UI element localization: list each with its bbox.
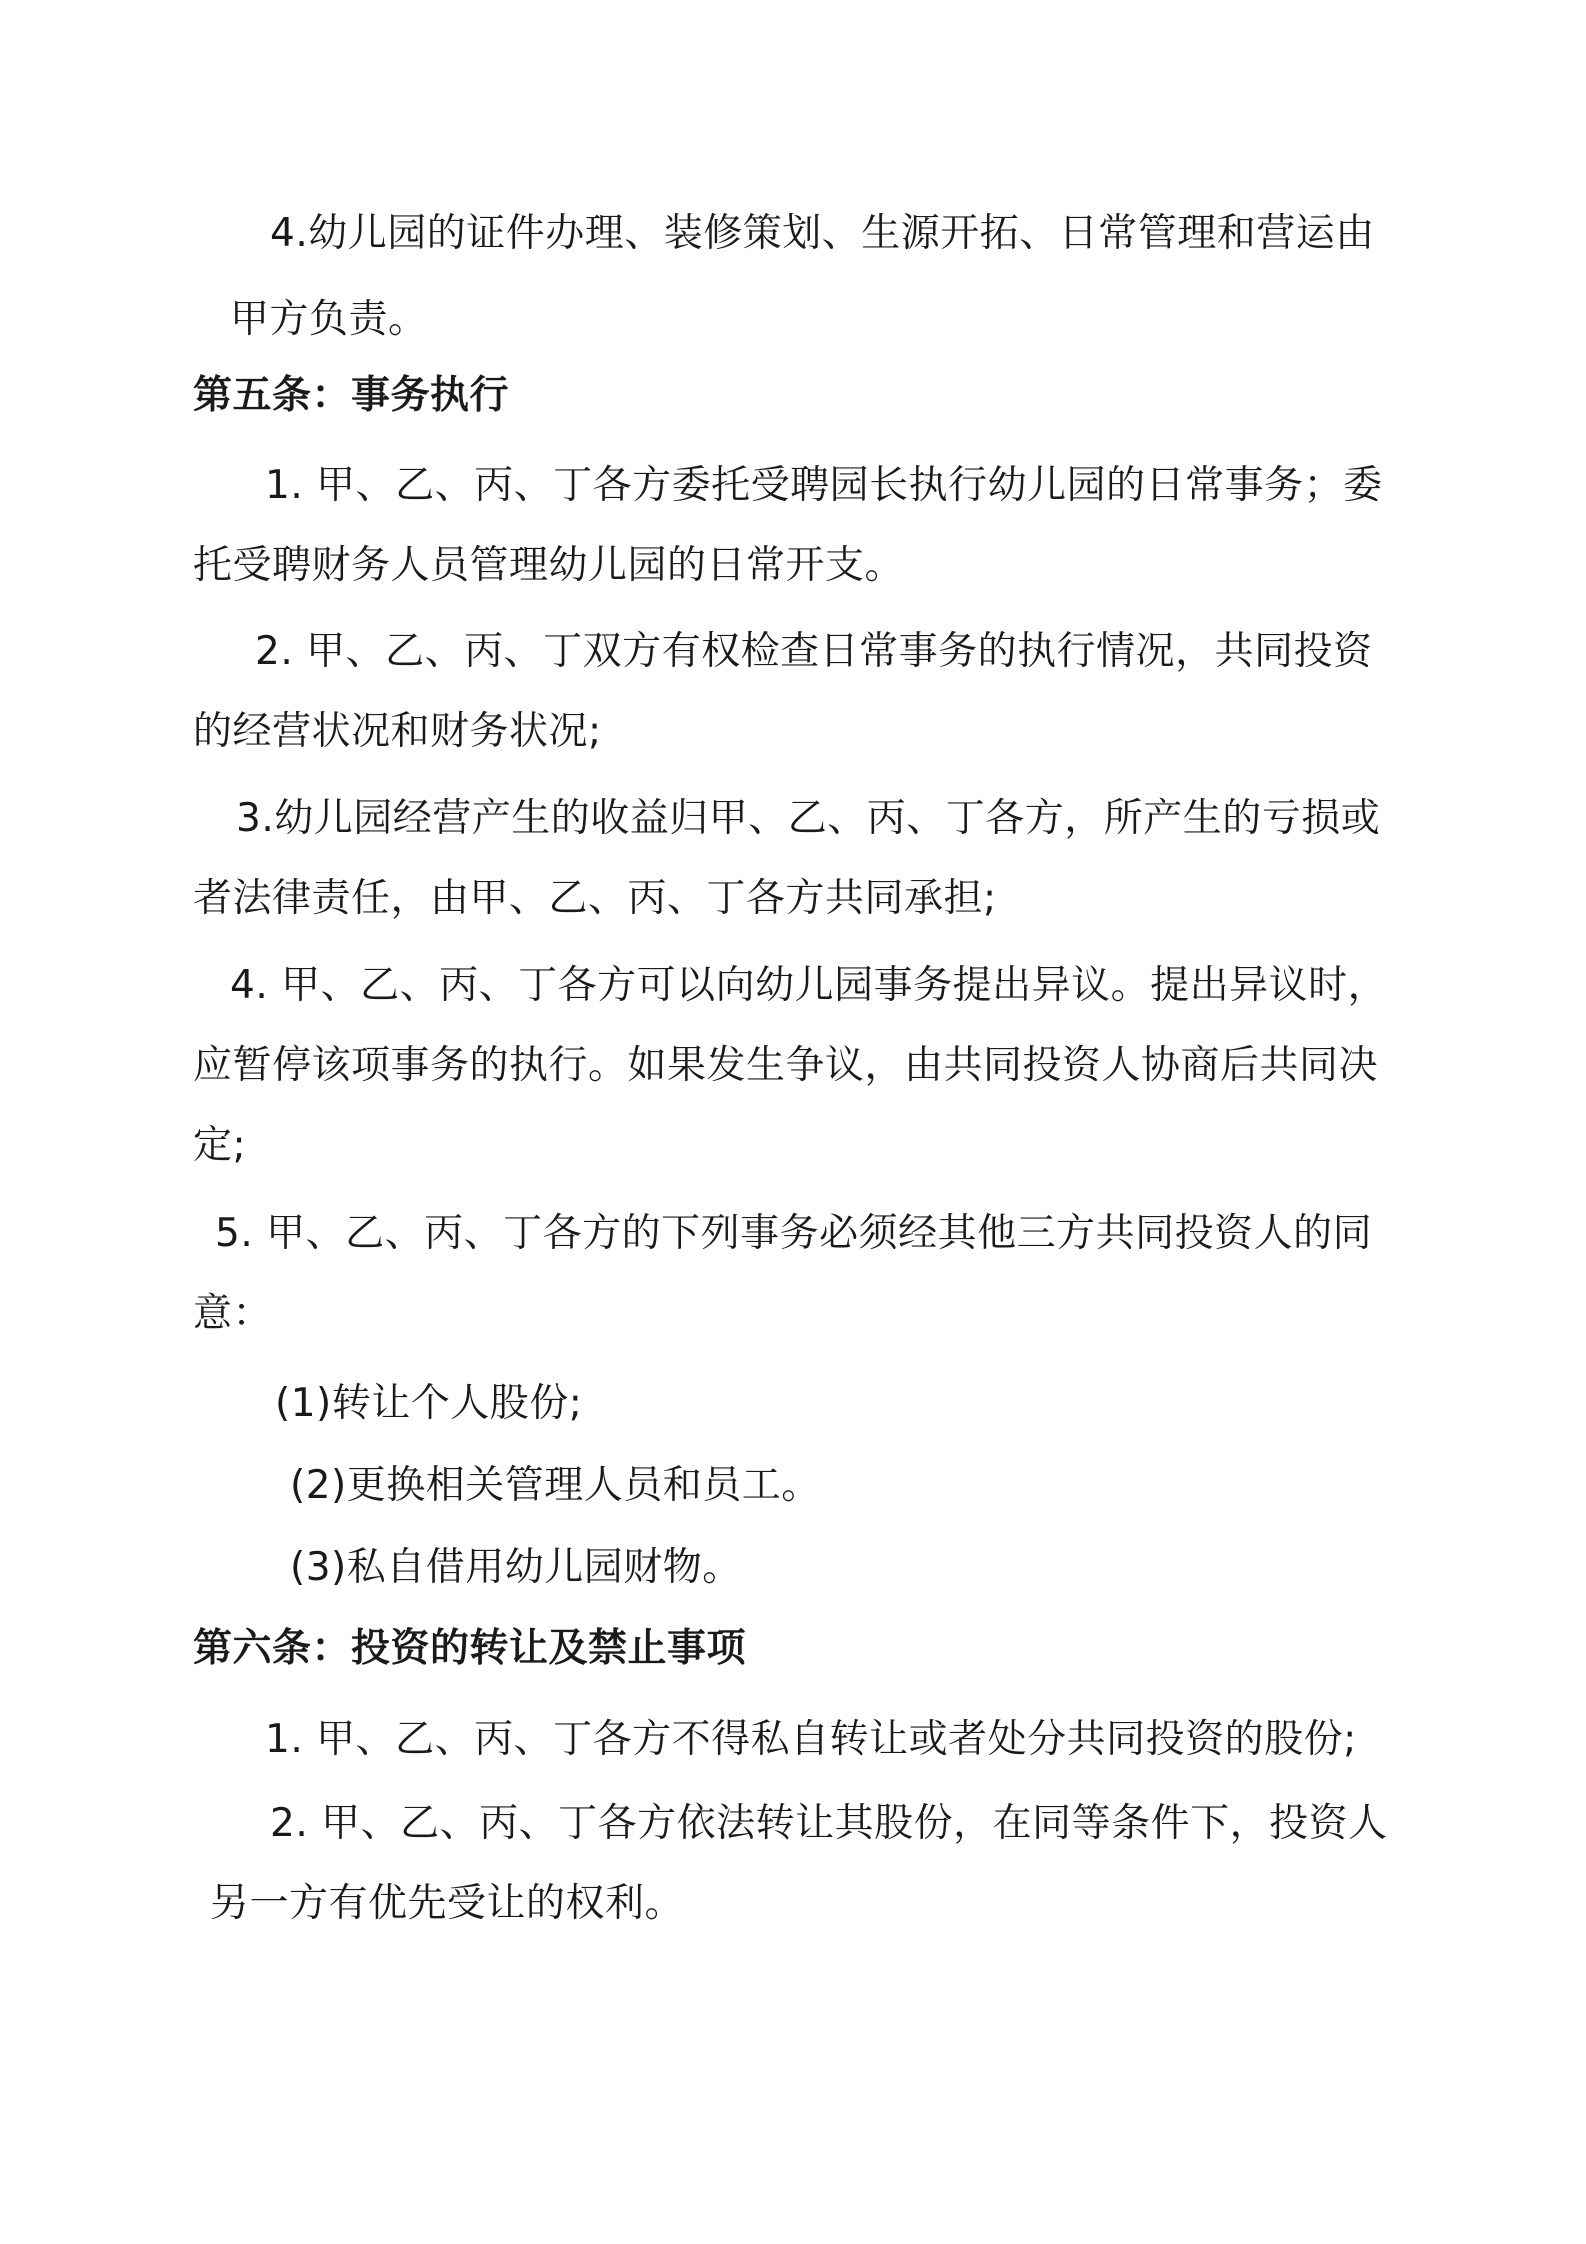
article5-heading: 第五条：事务执行 (193, 373, 510, 418)
article6-heading: 第六条：投资的转让及禁止事项 (193, 1626, 747, 1671)
article6-item1-line1: 1. 甲、乙、丙、丁各方不得私自转让或者处分共同投资的股份; (265, 1717, 1357, 1762)
article5-item1-line1: 1. 甲、乙、丙、丁各方委托受聘园长执行幼儿园的日常事务；委 (265, 463, 1383, 508)
article5-item3-line2: 者法律责任，由甲、乙、丙、丁各方共同承担; (193, 876, 997, 921)
article6-item2-line1: 2. 甲、乙、丙、丁各方依法转让其股份，在同等条件下，投资人 (270, 1801, 1388, 1846)
article5-sub3: (3)私自借用幼儿园财物。 (290, 1545, 742, 1590)
article5-item2-line1: 2. 甲、乙、丙、丁双方有权检查日常事务的执行情况，共同投资 (255, 629, 1373, 674)
clause4-item4-line2: 甲方负责。 (230, 297, 428, 342)
article5-item3-line1: 3.幼儿园经营产生的收益归甲、乙、丙、丁各方，所产生的亏损或 (236, 796, 1381, 841)
article5-item4-line2: 应暂停该项事务的执行。如果发生争议，由共同投资人协商后共同决 (193, 1043, 1379, 1088)
article5-item2-line2: 的经营状况和财务状况; (193, 709, 602, 754)
article6-item2-line2: 另一方有优先受让的权利。 (210, 1881, 685, 1926)
article5-sub2: (2)更换相关管理人员和员工。 (290, 1463, 821, 1508)
clause4-item4-line1: 4.幼儿园的证件办理、装修策划、生源开拓、日常管理和营运由 (270, 211, 1375, 256)
article5-sub1: (1)转让个人股份; (275, 1381, 583, 1426)
article5-item1-line2: 托受聘财务人员管理幼儿园的日常开支。 (193, 543, 905, 588)
article5-item5-line1: 5. 甲、乙、丙、丁各方的下列事务必须经其他三方共同投资人的同 (215, 1211, 1373, 1256)
article5-item4-line1: 4. 甲、乙、丙、丁各方可以向幼儿园事务提出异议。提出异议时， (230, 963, 1388, 1008)
article5-item5-line2: 意： (193, 1291, 273, 1336)
article5-item4-line3: 定; (193, 1123, 247, 1168)
